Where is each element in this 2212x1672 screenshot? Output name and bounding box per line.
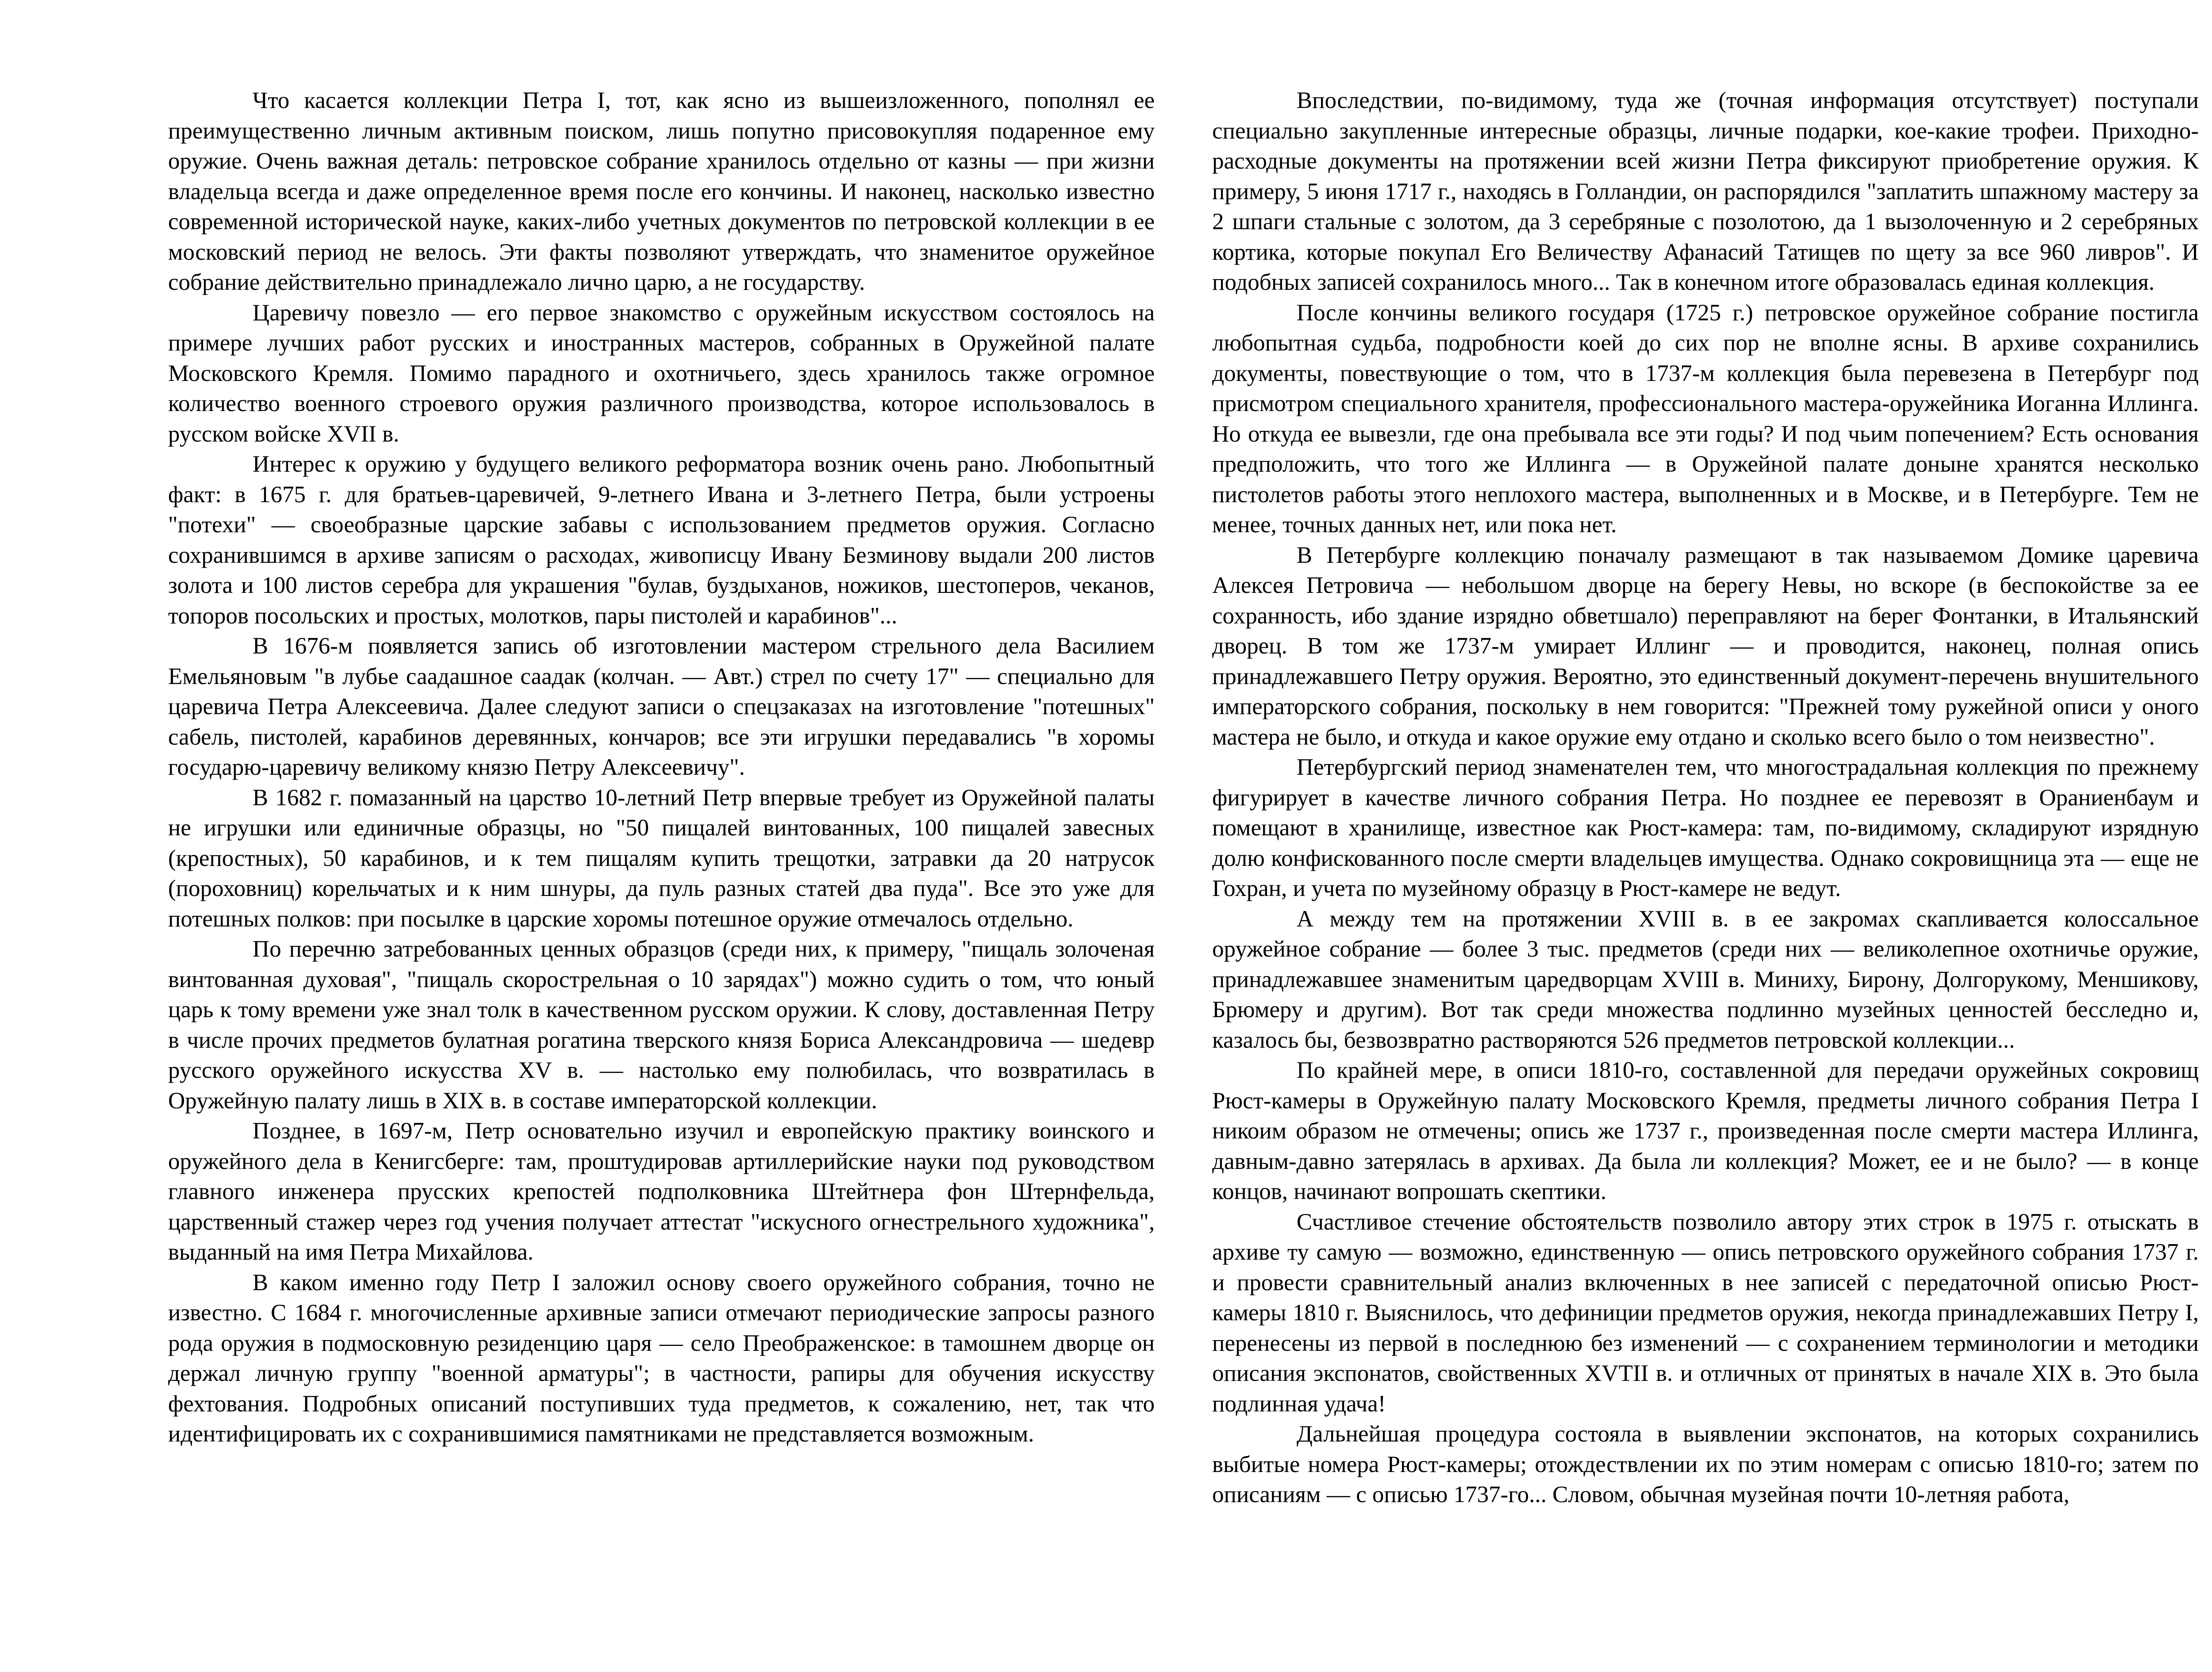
paragraph: Впоследствии, по-видимому, туда же (точная информация отсутствует) поступали специально закупленные интересные образцы, личные подарки, кое-какие трофеи. Приходно-расходные документы на протяжении всей жизни Петра фиксируют приобретение оружия. К примеру, 5 июня 1717 г., находясь в Голландии, он распорядился "заплатить шпажному мастеру за 2 шпаги стальные с золотом, да 3 серебряные с позолотою, да 1 вызолоченную и 2 серебряных кортика, которые покупал Его Величеству Афанасий Татищев по щету за все 960 ливров". И подобных записей сохранилось много... Так в конечном итоге образовалась единая коллекция.: [1212, 88, 2199, 295]
paragraph: В каком именно году Петр I заложил основу своего оружейного собрания, точно не известно. С 1684 г. многочисленные архивные записи отмечают периодические запросы разного рода оружия в подмосковную резиденцию царя — село Преображенское: в тамошнем дворце он держал личную группу "военной арматуры"; в частности, рапиры для обучения искусству фехтования. Подробных описаний поступивших туда предметов, к сожалению, нет, так что идентифицировать их с сохранившимися памятниками не представляется возможным.: [168, 1269, 1155, 1447]
paragraph: Интерес к оружию у будущего великого реформатора возник очень рано. Любопытный факт: в 1675 г. для братьев-царевичей, 9-летнего Ивана и 3-летнего Петра, были устроены "потехи" — своеобразные царские забавы с использованием предметов оружия. Согласно сохранившимся в архиве записям о расходах, живописцу Ивану Безминову выдали 200 листов золота и 100 листов серебра для украшения "булав, буздыханов, ножиков, шестоперов, чеканов, топоров посольских и простых, молотков, пары пистолей и карабинов"...: [168, 451, 1155, 629]
paragraph: А между тем на протяжении XVIII в. в ее закромах скапливается колоссальное оружейное собрание — более 3 тыс. предметов (среди них — великолепное охотничье оружие, принадлежавшее знаменитым царедворцам XVIII в. Миниху, Бирону, Долгорукому, Меншикову, Брюмеру и другим). Вот так среди множества подлинно музейных ценностей бесследно и, казалось бы, безвозвратно растворяются 526 предметов петровской коллекции...: [1212, 906, 2199, 1053]
paragraph: В Петербурге коллекцию поначалу размещают в так называемом Домике царевича Алексея Петровича — небольшом дворце на берегу Невы, но вскоре (в беспокойстве за ее сохранность, ибо здание изрядно обветшало) переправляют на берег Фонтанки, в Итальянский дворец. В том же 1737-м умирает Иллинг — и проводится, наконец, полная опись принадлежавшего Петру оружия. Вероятно, это единственный документ-перечень внушительного императорского собрания, поскольку в нем говорится: "Прежней тому ружейной описи у оного мастера не было, и откуда и какое оружие ему отдано и сколько всего было о том неизвестно".: [1212, 542, 2199, 750]
paragraph: Позднее, в 1697-м, Петр основательно изучил и европейскую практику воинского и оружейного дела в Кенигсберге: там, проштудировав артиллерийские науки под руководством главного инженера прусских крепостей подполковника Штейтнера фон Штернфельда, царственный стажер через год учения получает аттестат "искусного огнестрельного художника", выданный на имя Петра Михайлова.: [168, 1118, 1155, 1265]
paragraph: После кончины великого государя (1725 г.) петровское оружейное собрание постигла любопытная судьба, подробности коей до сих пор не вполне ясны. В архиве сохранились документы, повествующие о том, что в 1737-м коллекция была перевезена в Петербург под присмотром специального хранителя, профессионального мастера-оружейника Иоганна Иллинга. Но откуда ее вывезли, где она пребывала все эти годы? И под чьим попечением? Есть основания предположить, что того же Иллинга — в Оружейной палате доныне хранятся несколько пистолетов работы этого неплохого мастера, выполненных и в Москве, и в Петербурге. Тем не менее, точных данных нет, или пока нет.: [1212, 300, 2199, 538]
paragraph: Царевичу повезло — его первое знакомство с оружейным искусством состоялось на примере лучших работ русских и иностранных мастеров, собранных в Оружейной палате Московского Кремля. Помимо парадного и охотничьего, здесь хранилось также огромное количество военного строевого оружия различного производства, которое использовалось в русском войске XVII в.: [168, 300, 1155, 447]
left-text-column: [168, 85, 1155, 1625]
paragraph: Дальнейшая процедура состояла в выявлении экспонатов, на которых сохранились выбитые номера Рюст-камеры; отождествлении их по этим номерам с описью 1810-го; затем по описаниям — с описью 1737-го... Словом, обычная музейная почти 10-летняя работа,: [1212, 1421, 2199, 1507]
paragraph: По крайней мере, в описи 1810-го, составленной для передачи оружейных сокровищ Рюст-камеры в Оружейную палату Московского Кремля, предметы личного собрания Петра I никоим образом не отмечены; опись же 1737 г., произведенная после смерти мастера Иллинга, давным-давно затерялась в архивах. Да была ли коллекция? Может, ее и не было? — в конце концов, начинают вопрошать скептики.: [1212, 1057, 2199, 1204]
right-text-column: [1212, 85, 2199, 1625]
paragraph: Что касается коллекции Петра I, тот, как ясно из вышеизложенного, пополнял ее преимущественно личным активным поиском, лишь попутно присовокупляя подаренное ему оружие. Очень важная деталь: петровское собрание хранилось отдельно от казны — при жизни владельца всегда и даже определенное время после его кончины. И наконец, насколько известно современной исторической науке, каких-либо учетных документов по петровской коллекции в ее московский период не велось. Эти факты позволяют утверждать, что знаменитое оружейное собрание действительно принадлежало лично царю, а не государству.: [168, 88, 1155, 295]
paragraph: По перечню затребованных ценных образцов (среди них, к примеру, "пищаль золоченая винтованная духовая", "пищаль скорострельная о 10 зарядах") можно судить о том, что юный царь к тому времени уже знал толк в качественном русском оружии. К слову, доставленная Петру в числе прочих предметов булатная рогатина тверского князя Бориса Александровича — шедевр русского оружейного искусства XV в. — настолько ему полюбилась, что возвратилась в Оружейную палату лишь в XIX в. в составе императорской коллекции.: [168, 936, 1155, 1114]
paragraph: В 1676-м появляется запись об изготовлении мастером стрельного дела Василием Емельяновым "в лубье саадашное саадак (колчан. — Авт.) стрел по счету 17" — специально для царевича Петра Алексеевича. Далее следуют записи о спецзаказах на изготовление "потешных" сабель, пистолей, карабинов деревянных, кончаров; все эти игрушки передавались "в хоромы государю-царевичу великому князю Петру Алексеевичу".: [168, 633, 1155, 780]
paragraph: Счастливое стечение обстоятельств позволило автору этих строк в 1975 г. отыскать в архиве ту самую — возможно, единственную — опись петровского оружейного собрания 1737 г. и провести сравнительный анализ включенных в нее записей с передаточной описью Рюст-камеры 1810 г. Выяснилось, что дефиниции предметов оружия, некогда принадлежавших Петру I, перенесены из первой в последнюю без изменений — с сохранением терминологии и методики описания экспонатов, свойственных XVTII в. и отличных от принятых в начале XIX в. Это была подлинная удача!: [1212, 1209, 2199, 1417]
paragraph: В 1682 г. помазанный на царство 10-летний Петр впервые требует из Оружейной палаты не игрушки или единичные образцы, но "50 пищалей винтованных, 100 пищалей завесных (крепостных), 50 карабинов, и к тем пищалям купить трещотки, затравки да 20 натрусок (пороховниц) корельчатых и к ним шнуры, да пуль разных статей два пуда". Все это уже для потешных полков: при посылке в царские хоромы потешное оружие отмечалось отдельно.: [168, 784, 1155, 932]
paragraph: Петербургский период знаменателен тем, что многострадальная коллекция по прежнему фигурирует в качестве личного собрания Петра. Но позднее ее перевозят в Ораниенбаум и помещают в хранилище, известное как Рюст-камера: там, по-видимому, складируют изрядную долю конфискованного после смерти владельцев имущества. Однако сокровищница эта — еще не Гохран, и учета по музейному образцу в Рюст-камере не ведут.: [1212, 754, 2199, 901]
